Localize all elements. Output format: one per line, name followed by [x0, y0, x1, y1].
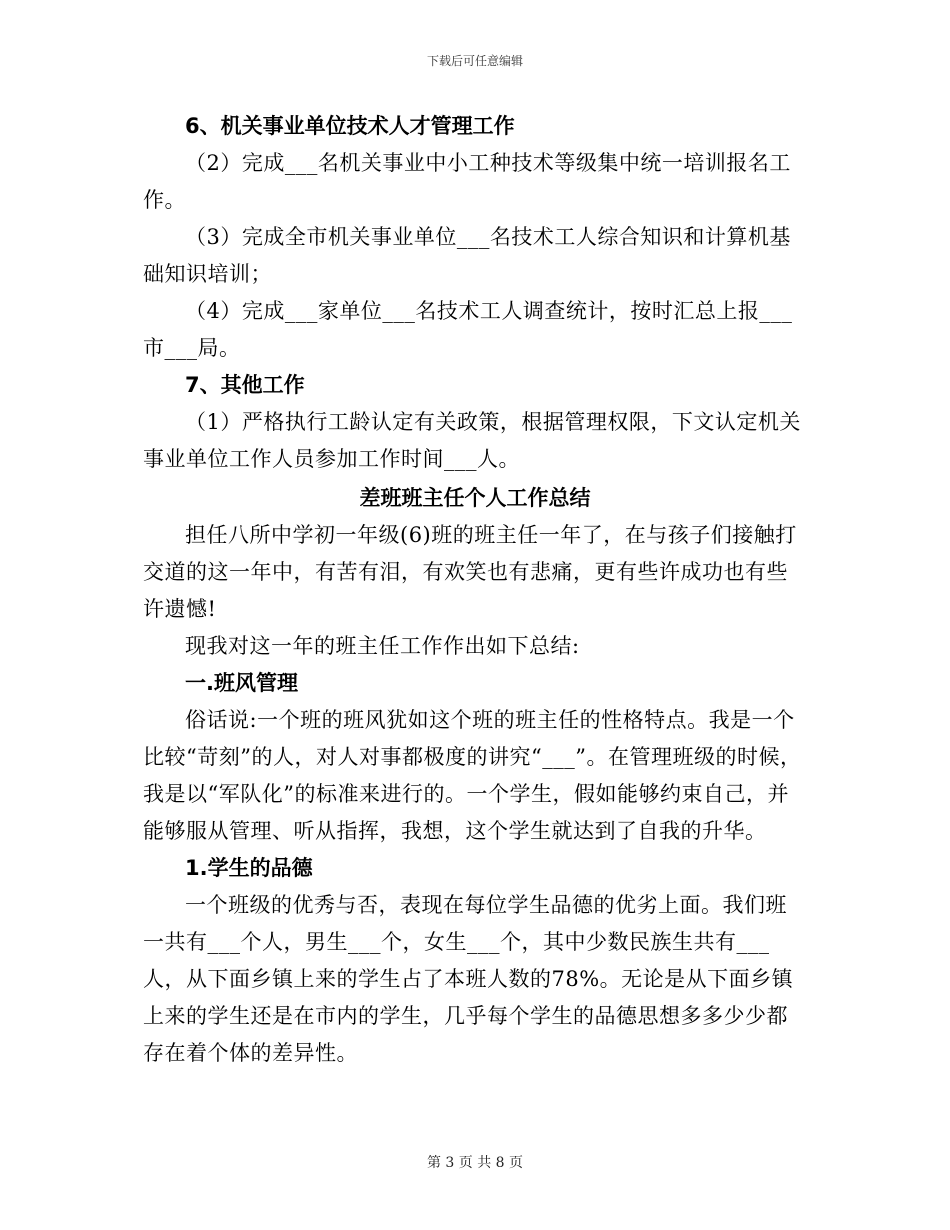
section-7-item-1: （1）严格执行工龄认定有关政策，根据管理权限，下文认定机关事业单位工作人员参加工作时间___人。 — [143, 410, 801, 471]
section-6-item-3: （3）完成全市机关事业单位___名技术工人综合知识和计算机基础知识培训； — [143, 225, 791, 286]
subheading-student-morality: 1.学生的品德 — [185, 856, 313, 880]
part-heading-class-style: 一.班风管理 — [185, 671, 298, 695]
section-heading-6: 6、机关事业单位技术人才管理工作 — [185, 114, 515, 138]
section-6-item-2: （2）完成___名机关事业中小工种技术等级集中统一培训报名工作。 — [143, 151, 791, 212]
page-header-note: 下载后可任意编辑 — [426, 54, 523, 68]
student-morality-paragraph: 一个班级的优秀与否，表现在每位学生品德的优劣上面。我们班一共有___个人，男生___个，女生___个，其中少数民族生共有___人，从下面乡镇上来的学生占了本班人数的78%。无论是从下面乡镇上来的学生还是在市内的学生，几乎每个学生的品德思想多多少少都存在着个体的差异性。 — [143, 893, 794, 1065]
section-6-item-4: （4）完成___家单位___名技术工人调查统计，按时汇总上报___市___局。 — [143, 299, 793, 360]
page-number: 第 3 页 共 8 页 — [426, 1155, 524, 1171]
intro-paragraph: 担任八所中学初一年级(6)班的班主任一年了，在与孩子们接触打交道的这一年中，有苦有泪，有欢笑也有悲痛，更有些许成功也有些许遗憾! — [143, 523, 797, 621]
document-body — [143, 108, 807, 1072]
section-heading-7: 7、其他工作 — [185, 373, 305, 397]
article-title: 差班班主任个人工作总结 — [359, 486, 591, 510]
summary-lead-paragraph: 现我对这一年的班主任工作作出如下总结: — [185, 634, 580, 658]
class-style-paragraph: 俗话说:一个班的班风犹如这个班的班主任的性格特点。我是一个比较“苛刻”的人，对人对事都极度的讲究“___”。在管理班级的时候，我是以“军队化”的标准来进行的。一个学生，假如能够约束自己，并能够服从管理、听从指挥，我想，这个学生就达到了自我的升华。 — [143, 708, 802, 843]
